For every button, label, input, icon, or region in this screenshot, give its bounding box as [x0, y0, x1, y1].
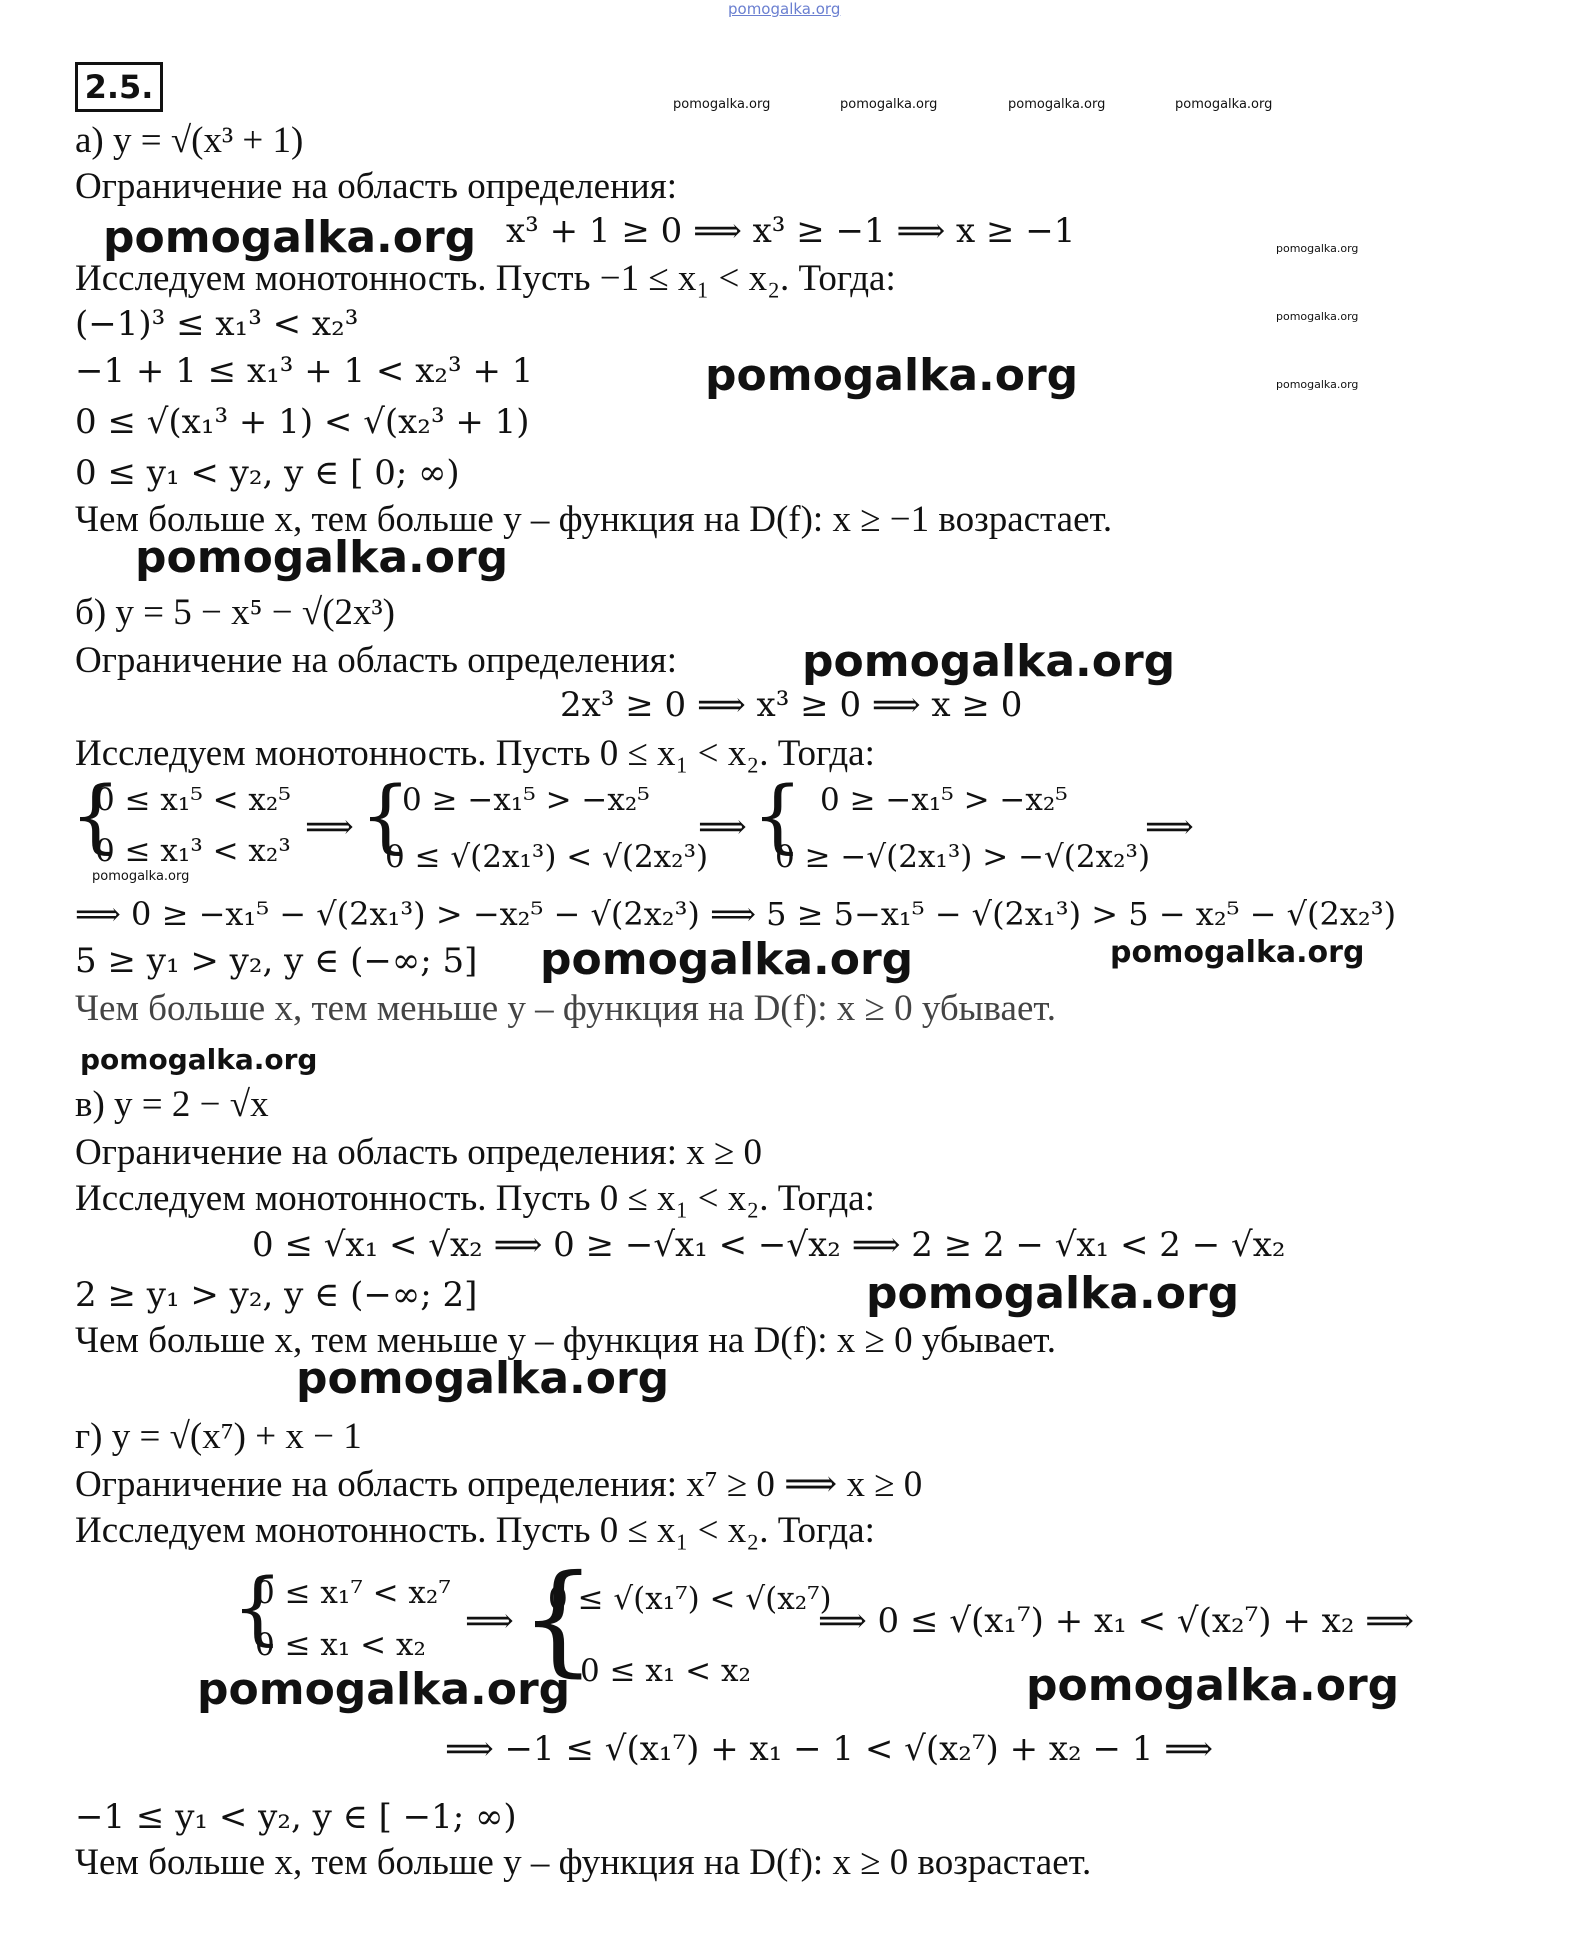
part-g-restriction: Ограничение на область определения: x⁷ ≥ 0 ⟹ x ≥ 0 — [75, 1464, 923, 1505]
watermark-small: pomogalka.org — [840, 97, 938, 112]
problem-number: 2.5. — [75, 62, 163, 112]
part-b-title: б) y = 5 − x⁵ − √(2x³) — [75, 592, 395, 633]
part-g-title: г) y = √(x⁷) + x − 1 — [75, 1416, 362, 1457]
watermark-tiny: pomogalka.org — [1276, 242, 1359, 255]
part-v-range: 2 ≥ y₁ > y₂, y ∈ (−∞; 2] — [75, 1275, 478, 1315]
part-a-step1: (−1)³ ≤ x₁³ < x₂³ — [75, 304, 359, 344]
part-a-step2: −1 + 1 ≤ x₁³ + 1 < x₂³ + 1 — [75, 351, 534, 391]
watermark-big: pomogalka.org — [705, 350, 1079, 401]
part-a-step4: 0 ≤ y₁ < y₂, y ∈ [ 0; ∞) — [75, 453, 460, 493]
watermark-big: pomogalka.org — [296, 1353, 670, 1404]
watermark-big: pomogalka.org — [802, 636, 1176, 687]
part-b-sys1-bottom: 0 ≤ x₁³ < x₂³ — [95, 833, 291, 869]
part-g-chain2: ⟹ −1 ≤ √(x₁⁷) + x₁ − 1 < √(x₂⁷) + x₂ − 1 ⟹ — [445, 1729, 1213, 1769]
part-b-sys1-top: 0 ≤ x₁⁵ < x₂⁵ — [95, 782, 291, 818]
part-g-sys2-bottom: 0 ≤ x₁ < x₂ — [580, 1653, 751, 1689]
part-b-sys3-bottom: 0 ≥ −√(2x₁³) > −√(2x₂³) — [775, 839, 1151, 875]
part-a-restriction-label: Ограничение на область определения: — [75, 166, 677, 207]
part-b-sys2-top: 0 ≥ −x₁⁵ > −x₂⁵ — [402, 782, 650, 818]
watermark-small: pomogalka.org — [1175, 97, 1273, 112]
part-b-chain: ⟹ 0 ≥ −x₁⁵ − √(2x₁³) > −x₂⁵ − √(2x₂³) ⟹ 5 ≥ 5−x₁⁵ − √(2x₁³) > 5 − x₂⁵ − √(2x₂³) — [75, 895, 1397, 933]
watermark-small: pomogalka.org — [1008, 97, 1106, 112]
brace-icon: { — [520, 1550, 597, 1689]
part-g-range: −1 ≤ y₁ < y₂, y ∈ [ −1; ∞) — [75, 1797, 517, 1837]
watermark-top[interactable]: pomogalka.org — [728, 0, 841, 18]
part-v-title: в) y = 2 − √x — [75, 1084, 269, 1125]
implies-icon: ⟹ — [305, 807, 354, 847]
brace-icon: { — [752, 769, 803, 862]
watermark-tiny: pomogalka.org — [1276, 310, 1359, 323]
watermark-big: pomogalka.org — [135, 532, 509, 583]
part-b-range: 5 ≥ y₁ > y₂, y ∈ (−∞; 5] — [75, 941, 478, 981]
part-v-monotony: Исследуем монотонность. Пусть 0 ≤ x₁ < x₂. Тогда: — [75, 1178, 875, 1219]
watermark-big: pomogalka.org — [866, 1268, 1240, 1319]
part-g-conclusion: Чем больше x, тем больше y – функция на D(f): x ≥ 0 возрастает. — [75, 1842, 1092, 1883]
part-b-sys3-top: 0 ≥ −x₁⁵ > −x₂⁵ — [820, 782, 1068, 818]
part-a-step3: 0 ≤ √(x₁³ + 1) < √(x₂³ + 1) — [75, 402, 530, 442]
part-b-restriction-formula: 2x³ ≥ 0 ⟹ x³ ≥ 0 ⟹ x ≥ 0 — [560, 685, 1023, 725]
watermark-medium: pomogalka.org — [80, 1043, 318, 1076]
part-v-chain: 0 ≤ √x₁ < √x₂ ⟹ 0 ≥ −√x₁ < −√x₂ ⟹ 2 ≥ 2 − √x₁ < 2 − √x₂ — [252, 1225, 1286, 1265]
part-g-sys2-top: 0 ≤ √(x₁⁷) < √(x₂⁷) — [548, 1581, 832, 1617]
part-g-monotony: Исследуем монотонность. Пусть 0 ≤ x₁ < x₂. Тогда: — [75, 1510, 875, 1551]
watermark-big: pomogalka.org — [540, 934, 914, 985]
implies-icon: ⟹ — [1145, 807, 1194, 847]
watermark-tiny: pomogalka.org — [1276, 378, 1359, 391]
part-a-conclusion: Чем больше x, тем больше y – функция на D(f): x ≥ −1 возрастает. — [75, 499, 1113, 540]
part-b-sys2-bottom: 0 ≤ √(2x₁³) < √(2x₂³) — [385, 839, 709, 875]
part-b-restriction-label: Ограничение на область определения: — [75, 640, 677, 681]
watermark-big: pomogalka.org — [1026, 1660, 1400, 1711]
brace-icon: { — [70, 769, 121, 862]
brace-icon: { — [360, 769, 411, 862]
watermark-big: pomogalka.org — [197, 1664, 571, 1715]
part-v-conclusion: Чем больше x, тем меньше y – функция на D(f): x ≥ 0 убывает. — [75, 1320, 1057, 1361]
part-b-conclusion: Чем больше x, тем меньше y – функция на D(f): x ≥ 0 убывает. — [75, 988, 1057, 1029]
part-g-sys1-bottom: 0 ≤ x₁ < x₂ — [255, 1627, 426, 1663]
part-a-monotony: Исследуем монотонность. Пусть −1 ≤ x₁ < x₂. Тогда: — [75, 258, 896, 299]
part-g-after-sys: ⟹ 0 ≤ √(x₁⁷) + x₁ < √(x₂⁷) + x₂ ⟹ — [818, 1601, 1415, 1641]
implies-icon: ⟹ — [698, 807, 747, 847]
implies-icon: ⟹ — [465, 1601, 514, 1641]
watermark-medium: pomogalka.org — [1110, 935, 1365, 970]
part-b-monotony: Исследуем монотонность. Пусть 0 ≤ x₁ < x₂. Тогда: — [75, 733, 875, 774]
part-v-restriction: Ограничение на область определения: x ≥ 0 — [75, 1132, 763, 1173]
part-a-restriction-formula: x³ + 1 ≥ 0 ⟹ x³ ≥ −1 ⟹ x ≥ −1 — [506, 211, 1076, 251]
watermark-tiny: pomogalka.org — [92, 869, 190, 884]
watermark-small: pomogalka.org — [673, 97, 771, 112]
part-a-title: а) y = √(x³ + 1) — [75, 120, 304, 161]
part-g-sys1-top: 0 ≤ x₁⁷ < x₂⁷ — [255, 1575, 451, 1611]
watermark-big: pomogalka.org — [103, 212, 477, 263]
brace-icon: { — [232, 1561, 283, 1654]
